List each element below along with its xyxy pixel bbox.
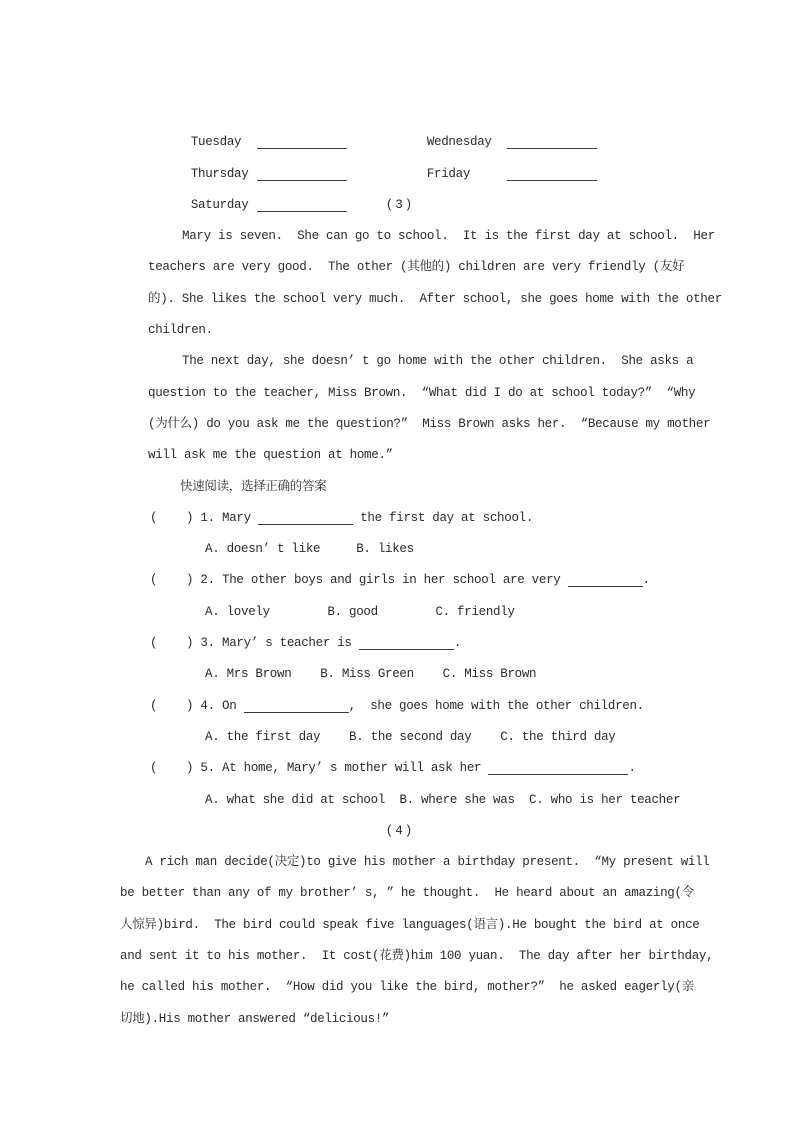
paragraph-line: children. — [148, 323, 213, 338]
paragraph-line: 人惊异)bird. The bird could speak five languages(语言).He bought the bird at once — [120, 917, 700, 932]
paragraph-line: (为什么) do you ask me the question?” Miss Brown asks her. “Because my mother — [148, 416, 711, 431]
question-options: A. the first day B. the second day C. the third day — [205, 729, 616, 744]
paragraph-line: he called his mother. “How did you like the bird, mother?” he asked eagerly(亲 — [120, 980, 694, 995]
answer-blank — [257, 180, 347, 181]
question-text-post: the first day at school. — [353, 510, 534, 525]
question-options: A. doesn’ t like B. likes — [205, 542, 414, 557]
day-cell — [427, 135, 597, 149]
question-text-pre: ( ) 2. The other boys and girls in her school are very — [150, 573, 568, 588]
section-heading: (4) — [385, 823, 415, 838]
answer-blank — [507, 148, 597, 149]
answer-blank — [359, 649, 454, 650]
question-line — [120, 691, 753, 722]
question-line — [120, 503, 753, 534]
question-options: A. what she did at school B. where she was C. who is her teacher — [205, 792, 681, 807]
question-text-post: . — [628, 761, 636, 776]
paragraph-line: be better than any of my brother’ s, ” he thought. He heard about an amazing(令 — [120, 886, 694, 901]
paragraph-line: will ask me the question at home.” — [148, 448, 393, 463]
question-line — [120, 565, 753, 596]
paragraph-line: A rich man decide(决定)to give his mother a birthday present. “My present will — [145, 855, 710, 870]
day-label: Friday — [426, 166, 471, 181]
day-cell — [191, 159, 427, 190]
question-options: A. Mrs Brown B. Miss Green C. Miss Brown — [205, 667, 537, 682]
question-options: A. lovely B. good C. friendly — [205, 604, 515, 619]
question-text-post: . — [642, 573, 650, 588]
question-text-pre: ( ) 5. At home, Mary’ s mother will ask her — [150, 761, 489, 776]
section-heading: (3) — [385, 197, 415, 212]
answer-blank — [257, 148, 347, 149]
paragraph-line: teachers are very good. The other (其他的) children are very friendly (友好 — [148, 260, 685, 275]
answer-blank — [507, 180, 597, 181]
paragraph-line: 切地).His mother answered “delicious!” — [120, 1011, 390, 1026]
day-label: Tuesday — [190, 135, 242, 150]
answer-blank — [244, 712, 349, 713]
question-line — [120, 753, 753, 784]
question-text-pre: ( ) 1. Mary — [150, 510, 259, 525]
paragraph-line: Mary is seven. She can go to school. It is the first day at school. Her — [182, 229, 715, 244]
answer-blank — [488, 774, 628, 775]
day-fill-row — [120, 96, 753, 150]
day-label: Wednesday — [426, 135, 492, 150]
question-text-pre: ( ) 4. On — [150, 698, 244, 713]
answer-blank — [257, 211, 347, 212]
day-label: Saturday — [190, 197, 249, 212]
day-cell — [427, 167, 597, 181]
question-text-pre: ( ) 3. Mary’ s teacher is — [150, 636, 359, 651]
question-text-post: . — [453, 636, 462, 651]
day-label: Thursday — [190, 166, 249, 181]
paragraph-line: question to the teacher, Miss Brown. “What did I do at school today?” “Why — [148, 385, 696, 400]
paragraph-line: The next day, she doesn’ t go home with the other children. She asks a — [182, 354, 694, 369]
question-text-post: , she goes home with the other children. — [348, 698, 644, 713]
paragraph-line: 的). She likes the school very much. After school, she goes home with the other — [148, 291, 722, 306]
answer-blank — [258, 524, 353, 525]
question-line — [120, 628, 753, 659]
paragraph-line: and sent it to his mother. It cost(花费)him 100 yuan. The day after her birthday, — [120, 949, 714, 964]
answer-blank — [568, 586, 643, 587]
reading-instruction: 快速阅读，选择正确的答案 — [180, 479, 327, 494]
day-cell — [191, 127, 427, 158]
